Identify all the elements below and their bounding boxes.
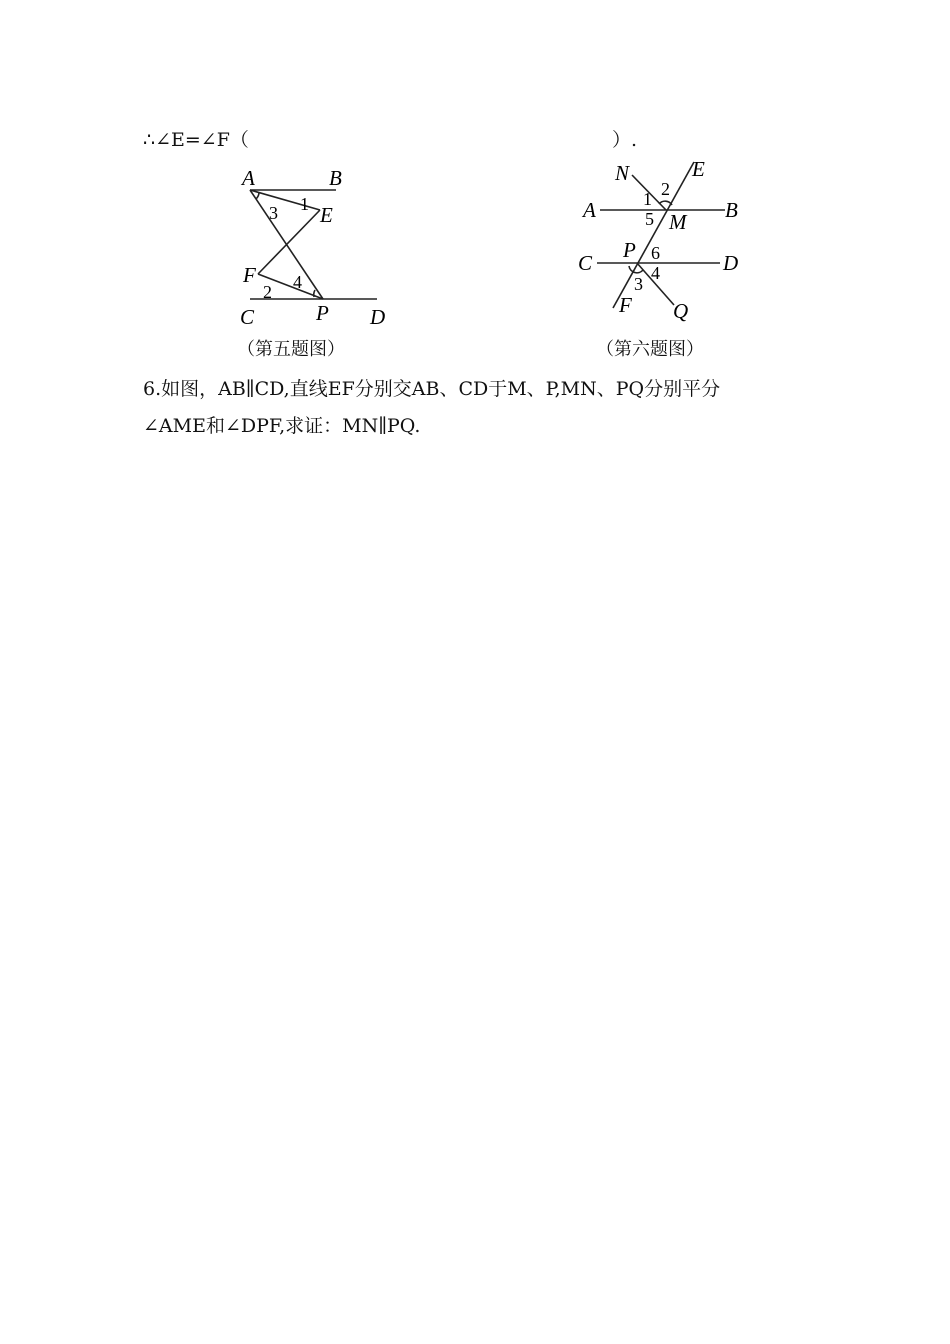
proof-line-start: ∴∠E=∠F（ <box>143 129 249 151</box>
point-label-F: F <box>243 263 256 287</box>
point-label-C: C <box>578 251 593 275</box>
angle-label-3: 3 <box>634 274 643 294</box>
problem-6-line-1: 6.如图，AB∥CD,直线EF分别交AB、CD于M、P,MN、PQ分别平分 <box>143 378 721 400</box>
proof-line-end: ）. <box>612 129 638 151</box>
segment-EF <box>258 210 320 274</box>
point-label-B: B <box>329 166 342 190</box>
angle-label-4: 4 <box>651 263 660 283</box>
figure-5-caption: （第五题图） <box>237 339 345 360</box>
point-label-E: E <box>692 157 705 181</box>
point-label-D: D <box>370 305 386 329</box>
point-label-P: P <box>316 301 329 325</box>
figure-5-diagram <box>230 160 400 335</box>
angle-label-2: 2 <box>263 282 272 302</box>
angle-label-4: 4 <box>293 272 302 292</box>
figure-6-diagram <box>575 155 750 330</box>
angle-label-1: 1 <box>643 189 652 209</box>
angle-label-1: 1 <box>300 194 309 214</box>
point-label-M: M <box>669 210 687 234</box>
point-label-B: B <box>725 198 738 222</box>
angle-label-6: 6 <box>651 243 660 263</box>
segment-AP <box>250 190 323 299</box>
figure-6-caption: （第六题图） <box>596 339 704 360</box>
point-label-F: F <box>619 293 632 317</box>
point-label-Q: Q <box>673 299 689 323</box>
angle-arc-3 <box>256 193 259 199</box>
point-label-C: C <box>240 305 255 329</box>
point-label-A: A <box>583 198 596 222</box>
point-label-E: E <box>320 203 333 227</box>
point-label-A: A <box>242 166 255 190</box>
problem-6-line-2: ∠AME和∠DPF,求证：MN∥PQ. <box>143 415 421 437</box>
angle-label-5: 5 <box>645 209 654 229</box>
angle-label-2: 2 <box>661 179 670 199</box>
point-label-P: P <box>623 238 636 262</box>
point-label-D: D <box>723 251 739 275</box>
point-label-N: N <box>615 161 630 185</box>
angle-label-3: 3 <box>269 203 278 223</box>
